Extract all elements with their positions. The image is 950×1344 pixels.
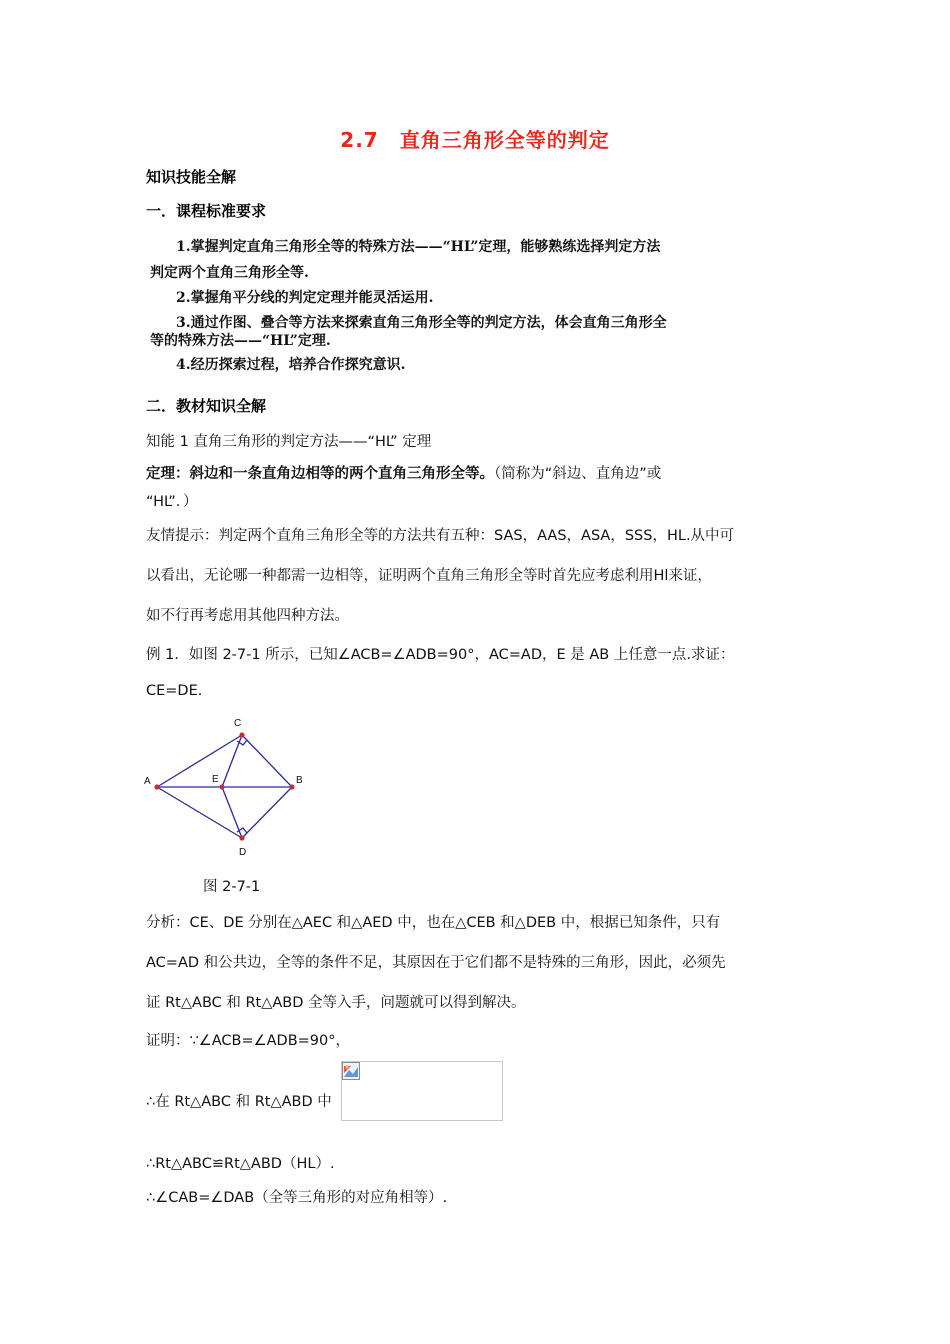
- analysis-line-2: AC=AD 和公共边，全等的条件不足，其原因在于它们都不是特殊的三角形，因此，必须先: [146, 955, 726, 971]
- embedded-formula-image: [341, 1061, 503, 1121]
- standard-line-2: 判定两个直角三角形全等.: [150, 265, 309, 281]
- label-D: D: [239, 847, 247, 858]
- segment-DB: [242, 787, 292, 838]
- point-B: [289, 784, 294, 789]
- proof-line-2: ∴在 Rt△ABC 和 Rt△ABD 中: [146, 1094, 332, 1110]
- standard-line-5: 等的特殊方法——“HL”定理.: [150, 333, 331, 349]
- analysis-line-1: 分析：CE、DE 分别在△AEC 和△AED 中，也在△CEB 和△DEB 中，根据已知条件，只有: [146, 915, 721, 931]
- standard-line-3: 2.掌握角平分线的判定定理并能灵活运用.: [176, 290, 434, 306]
- theorem-rest: （简称为“斜边、直角边”或: [494, 466, 662, 482]
- example-line-1: 例 1．如图 2-7-1 所示，已知∠ACB=∠ADB=90°，AC=AD，E 是 AB 上任意一点.求证：: [146, 647, 735, 663]
- geometry-figure: [140, 710, 310, 860]
- tip-line-3: 如不行再考虑用其他四种方法。: [146, 608, 349, 624]
- analysis-line-3: 证 Rt△ABC 和 Rt△ABD 全等入手，问题就可以得到解决。: [146, 995, 526, 1011]
- point-E: [219, 784, 224, 789]
- standard-line-4: 3.通过作图、叠合等方法来探索直角三角形全等的判定方法，体会直角三角形全: [176, 315, 667, 331]
- proof-line-1: 证明：∵∠ACB=∠ADB=90°，: [146, 1033, 350, 1049]
- label-B: B: [296, 775, 303, 786]
- standard-line-6: 4.经历探索过程，培养合作探究意识.: [176, 357, 406, 373]
- point-A: [154, 784, 159, 789]
- point-C: [239, 732, 244, 737]
- section1-heading: 一．课程标准要求: [146, 202, 267, 220]
- page-title: 2.7 直角三角形全等的判定: [340, 128, 610, 152]
- tip-line-1: 友情提示：判定两个直角三角形全等的方法共有五种：SAS，AAS，ASA，SSS，HL.从中可: [146, 528, 735, 544]
- theorem-bold: 定理：斜边和一条直角边相等的两个直角三角形全等。: [146, 466, 494, 482]
- segment-AD: [157, 787, 242, 838]
- standard-line-1: 1.掌握判定直角三角形全等的特殊方法——“HL”定理，能够熟练选择判定方法: [176, 239, 661, 255]
- segment-CB: [242, 735, 292, 787]
- label-A: A: [144, 776, 151, 787]
- proof-line-4: ∴∠CAB=∠DAB（全等三角形的对应角相等）.: [146, 1190, 448, 1206]
- proof-line-3: ∴Rt△ABC≌Rt△ABD（HL）.: [146, 1156, 335, 1172]
- section-knowledge-heading: 知识技能全解: [146, 168, 237, 186]
- label-E: E: [212, 774, 219, 785]
- tip-line-2: 以看出，无论哪一种都需一边相等，证明两个直角三角形全等时首先应考虑利用Hl来证，: [146, 568, 712, 584]
- label-C: C: [234, 718, 242, 729]
- broken-image-icon: [342, 1062, 360, 1080]
- example-line-2: CE=DE.: [146, 683, 203, 699]
- knowledge-subheading: 知能 1 直角三角形的判定方法——“HL” 定理: [146, 434, 432, 450]
- figure-caption: 图 2-7-1: [203, 879, 261, 895]
- point-D: [239, 835, 244, 840]
- segment-AC: [157, 735, 242, 787]
- theorem-line-2: “HL”．）: [146, 494, 198, 510]
- theorem-line-1: [146, 462, 661, 483]
- section2-heading: 二．教材知识全解: [146, 397, 267, 415]
